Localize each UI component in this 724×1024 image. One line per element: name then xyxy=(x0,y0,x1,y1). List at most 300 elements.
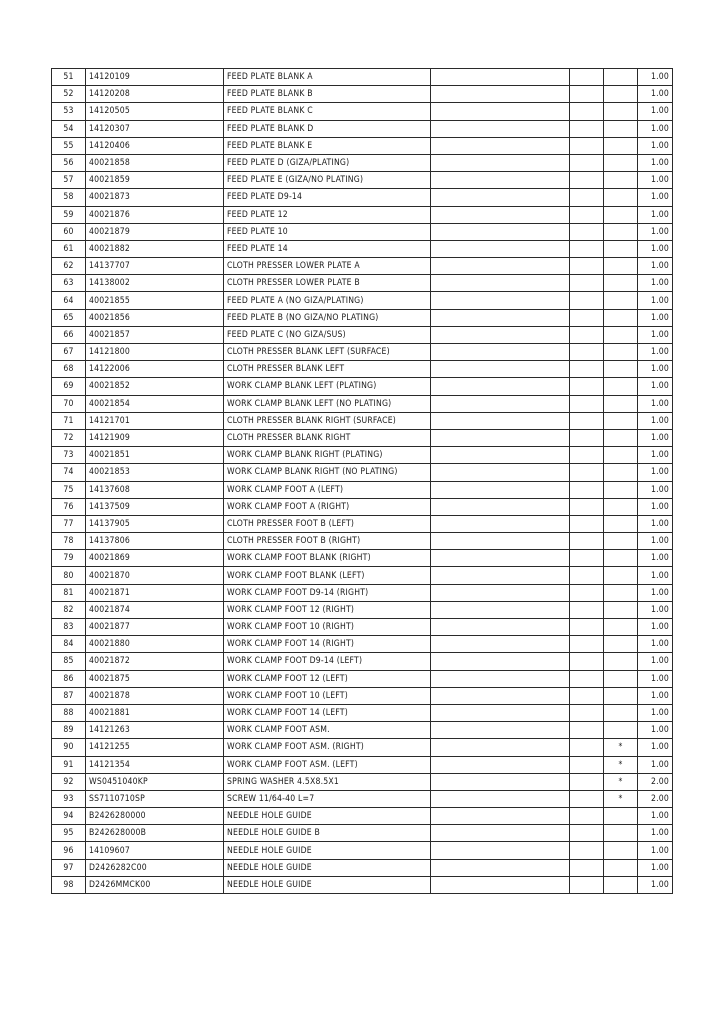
cell-remarks xyxy=(431,412,570,429)
cell-quantity: 1.00 xyxy=(638,326,673,343)
cell-quantity: 1.00 xyxy=(638,808,673,825)
cell-remarks xyxy=(431,636,570,653)
cell-ref-no: 69 xyxy=(52,378,86,395)
cell-quantity: 1.00 xyxy=(638,636,673,653)
cell-part-number: 14120208 xyxy=(86,86,224,103)
cell-part-number: 40021853 xyxy=(86,464,224,481)
cell-mark xyxy=(604,636,638,653)
cell-quantity: 1.00 xyxy=(638,567,673,584)
cell-remarks xyxy=(431,172,570,189)
cell-mark xyxy=(604,584,638,601)
cell-description: FEED PLATE BLANK B xyxy=(224,86,431,103)
cell-blank xyxy=(570,240,604,257)
cell-description: WORK CLAMP FOOT D9-14 (RIGHT) xyxy=(224,584,431,601)
cell-blank xyxy=(570,137,604,154)
cell-blank xyxy=(570,670,604,687)
cell-quantity: 1.00 xyxy=(638,447,673,464)
cell-part-number: B242628000B xyxy=(86,825,224,842)
table-row xyxy=(52,275,673,292)
cell-remarks xyxy=(431,619,570,636)
cell-quantity: 1.00 xyxy=(638,584,673,601)
cell-description: CLOTH PRESSER BLANK LEFT (SURFACE) xyxy=(224,344,431,361)
cell-description: FEED PLATE D (GIZA/PLATING) xyxy=(224,154,431,171)
cell-blank xyxy=(570,619,604,636)
cell-remarks xyxy=(431,859,570,876)
cell-ref-no: 88 xyxy=(52,704,86,721)
cell-ref-no: 64 xyxy=(52,292,86,309)
cell-part-number: 14137707 xyxy=(86,258,224,275)
cell-blank xyxy=(570,154,604,171)
cell-remarks xyxy=(431,704,570,721)
cell-remarks xyxy=(431,361,570,378)
table-row xyxy=(52,825,673,842)
cell-part-number: 14137509 xyxy=(86,498,224,515)
cell-quantity: 1.00 xyxy=(638,240,673,257)
cell-description: NEEDLE HOLE GUIDE xyxy=(224,876,431,893)
cell-blank xyxy=(570,722,604,739)
cell-quantity: 1.00 xyxy=(638,395,673,412)
cell-description: SCREW 11/64-40 L=7 xyxy=(224,790,431,807)
table-row xyxy=(52,292,673,309)
cell-ref-no: 72 xyxy=(52,429,86,446)
table-row xyxy=(52,361,673,378)
cell-part-number: 40021873 xyxy=(86,189,224,206)
cell-part-number: 40021880 xyxy=(86,636,224,653)
cell-ref-no: 58 xyxy=(52,189,86,206)
cell-blank xyxy=(570,395,604,412)
cell-part-number: D2426MMCK00 xyxy=(86,876,224,893)
table-row xyxy=(52,584,673,601)
cell-part-number: WS0451040KP xyxy=(86,773,224,790)
cell-part-number: 14109607 xyxy=(86,842,224,859)
cell-quantity: 1.00 xyxy=(638,172,673,189)
cell-blank xyxy=(570,86,604,103)
cell-mark xyxy=(604,859,638,876)
cell-ref-no: 66 xyxy=(52,326,86,343)
cell-remarks xyxy=(431,808,570,825)
cell-description: WORK CLAMP FOOT 14 (RIGHT) xyxy=(224,636,431,653)
cell-quantity: 1.00 xyxy=(638,189,673,206)
cell-part-number: 40021852 xyxy=(86,378,224,395)
cell-quantity: 1.00 xyxy=(638,86,673,103)
cell-description: CLOTH PRESSER LOWER PLATE B xyxy=(224,275,431,292)
cell-ref-no: 93 xyxy=(52,790,86,807)
cell-description: FEED PLATE E (GIZA/NO PLATING) xyxy=(224,172,431,189)
cell-remarks xyxy=(431,206,570,223)
cell-remarks xyxy=(431,464,570,481)
cell-remarks xyxy=(431,722,570,739)
cell-part-number: SS7110710SP xyxy=(86,790,224,807)
cell-ref-no: 98 xyxy=(52,876,86,893)
table-row xyxy=(52,567,673,584)
cell-mark xyxy=(604,361,638,378)
cell-part-number: 40021854 xyxy=(86,395,224,412)
cell-ref-no: 51 xyxy=(52,69,86,86)
cell-blank xyxy=(570,515,604,532)
cell-blank xyxy=(570,584,604,601)
cell-quantity: 1.00 xyxy=(638,687,673,704)
cell-part-number: 14120406 xyxy=(86,137,224,154)
cell-mark xyxy=(604,172,638,189)
parts-table xyxy=(51,68,673,894)
table-row xyxy=(52,601,673,618)
cell-description: CLOTH PRESSER FOOT B (LEFT) xyxy=(224,515,431,532)
cell-description: WORK CLAMP BLANK RIGHT (PLATING) xyxy=(224,447,431,464)
cell-blank xyxy=(570,704,604,721)
cell-quantity: 1.00 xyxy=(638,69,673,86)
cell-quantity: 1.00 xyxy=(638,619,673,636)
cell-part-number: 40021872 xyxy=(86,653,224,670)
cell-part-number: 14138002 xyxy=(86,275,224,292)
table-row xyxy=(52,69,673,86)
cell-remarks xyxy=(431,533,570,550)
cell-mark xyxy=(604,704,638,721)
cell-quantity: 1.00 xyxy=(638,275,673,292)
table-row xyxy=(52,154,673,171)
cell-quantity: 1.00 xyxy=(638,137,673,154)
cell-mark xyxy=(604,808,638,825)
parts-table-body xyxy=(52,69,673,894)
cell-quantity: 1.00 xyxy=(638,533,673,550)
cell-mark xyxy=(604,137,638,154)
cell-description: WORK CLAMP FOOT A (RIGHT) xyxy=(224,498,431,515)
cell-blank xyxy=(570,378,604,395)
cell-ref-no: 84 xyxy=(52,636,86,653)
cell-quantity: 1.00 xyxy=(638,344,673,361)
table-row xyxy=(52,687,673,704)
cell-mark xyxy=(604,601,638,618)
table-row xyxy=(52,309,673,326)
cell-mark xyxy=(604,378,638,395)
cell-ref-no: 95 xyxy=(52,825,86,842)
cell-remarks xyxy=(431,550,570,567)
cell-part-number: 40021877 xyxy=(86,619,224,636)
cell-ref-no: 68 xyxy=(52,361,86,378)
cell-part-number: 14137905 xyxy=(86,515,224,532)
cell-quantity: 1.00 xyxy=(638,309,673,326)
cell-ref-no: 76 xyxy=(52,498,86,515)
cell-blank xyxy=(570,172,604,189)
cell-mark xyxy=(604,240,638,257)
cell-part-number: 14120505 xyxy=(86,103,224,120)
cell-blank xyxy=(570,69,604,86)
cell-description: CLOTH PRESSER LOWER PLATE A xyxy=(224,258,431,275)
cell-blank xyxy=(570,429,604,446)
parts-list-sheet xyxy=(51,68,672,894)
cell-ref-no: 75 xyxy=(52,481,86,498)
table-row xyxy=(52,550,673,567)
cell-description: FEED PLATE 14 xyxy=(224,240,431,257)
cell-quantity: 1.00 xyxy=(638,498,673,515)
cell-mark xyxy=(604,275,638,292)
cell-ref-no: 53 xyxy=(52,103,86,120)
cell-blank xyxy=(570,361,604,378)
table-row xyxy=(52,773,673,790)
cell-part-number: 14122006 xyxy=(86,361,224,378)
cell-remarks xyxy=(431,687,570,704)
table-row xyxy=(52,223,673,240)
cell-part-number: 14137608 xyxy=(86,481,224,498)
cell-quantity: 1.00 xyxy=(638,378,673,395)
cell-ref-no: 79 xyxy=(52,550,86,567)
cell-blank xyxy=(570,412,604,429)
cell-part-number: 14121255 xyxy=(86,739,224,756)
table-row xyxy=(52,172,673,189)
table-row xyxy=(52,429,673,446)
cell-part-number: 40021857 xyxy=(86,326,224,343)
cell-part-number: 14137806 xyxy=(86,533,224,550)
cell-blank xyxy=(570,790,604,807)
cell-blank xyxy=(570,550,604,567)
cell-remarks xyxy=(431,292,570,309)
cell-quantity: 1.00 xyxy=(638,825,673,842)
cell-blank xyxy=(570,601,604,618)
table-row xyxy=(52,876,673,893)
table-row xyxy=(52,704,673,721)
cell-description: WORK CLAMP FOOT BLANK (LEFT) xyxy=(224,567,431,584)
cell-quantity: 2.00 xyxy=(638,790,673,807)
cell-blank xyxy=(570,206,604,223)
cell-part-number: 40021879 xyxy=(86,223,224,240)
cell-mark xyxy=(604,429,638,446)
cell-ref-no: 86 xyxy=(52,670,86,687)
cell-remarks xyxy=(431,344,570,361)
table-row xyxy=(52,619,673,636)
cell-description: FEED PLATE A (NO GIZA/PLATING) xyxy=(224,292,431,309)
table-row xyxy=(52,378,673,395)
cell-description: FEED PLATE C (NO GIZA/SUS) xyxy=(224,326,431,343)
cell-blank xyxy=(570,189,604,206)
cell-description: WORK CLAMP FOOT 10 (RIGHT) xyxy=(224,619,431,636)
cell-ref-no: 62 xyxy=(52,258,86,275)
cell-ref-no: 94 xyxy=(52,808,86,825)
cell-quantity: 1.00 xyxy=(638,154,673,171)
cell-mark xyxy=(604,206,638,223)
cell-mark xyxy=(604,120,638,137)
cell-remarks xyxy=(431,825,570,842)
cell-description: WORK CLAMP FOOT D9-14 (LEFT) xyxy=(224,653,431,670)
cell-quantity: 1.00 xyxy=(638,670,673,687)
cell-ref-no: 96 xyxy=(52,842,86,859)
cell-remarks xyxy=(431,515,570,532)
cell-remarks xyxy=(431,120,570,137)
cell-remarks xyxy=(431,481,570,498)
cell-ref-no: 82 xyxy=(52,601,86,618)
cell-part-number: B2426280000 xyxy=(86,808,224,825)
table-row xyxy=(52,206,673,223)
table-row xyxy=(52,808,673,825)
cell-ref-no: 61 xyxy=(52,240,86,257)
cell-mark xyxy=(604,447,638,464)
cell-quantity: 1.00 xyxy=(638,103,673,120)
cell-quantity: 1.00 xyxy=(638,258,673,275)
cell-remarks xyxy=(431,498,570,515)
table-row xyxy=(52,842,673,859)
table-row xyxy=(52,326,673,343)
cell-ref-no: 59 xyxy=(52,206,86,223)
cell-ref-no: 85 xyxy=(52,653,86,670)
cell-mark xyxy=(604,670,638,687)
cell-blank xyxy=(570,344,604,361)
cell-blank xyxy=(570,842,604,859)
cell-ref-no: 90 xyxy=(52,739,86,756)
cell-part-number: 40021858 xyxy=(86,154,224,171)
cell-ref-no: 71 xyxy=(52,412,86,429)
cell-quantity: 1.00 xyxy=(638,292,673,309)
cell-mark xyxy=(604,653,638,670)
cell-part-number: 40021859 xyxy=(86,172,224,189)
table-row xyxy=(52,756,673,773)
cell-part-number: 40021869 xyxy=(86,550,224,567)
cell-part-number: 14121800 xyxy=(86,344,224,361)
cell-blank xyxy=(570,825,604,842)
cell-ref-no: 60 xyxy=(52,223,86,240)
cell-mark xyxy=(604,876,638,893)
cell-quantity: 1.00 xyxy=(638,739,673,756)
cell-description: WORK CLAMP FOOT BLANK (RIGHT) xyxy=(224,550,431,567)
cell-quantity: 1.00 xyxy=(638,876,673,893)
cell-remarks xyxy=(431,876,570,893)
cell-description: WORK CLAMP BLANK RIGHT (NO PLATING) xyxy=(224,464,431,481)
cell-ref-no: 78 xyxy=(52,533,86,550)
cell-mark xyxy=(604,842,638,859)
cell-quantity: 1.00 xyxy=(638,464,673,481)
cell-quantity: 1.00 xyxy=(638,756,673,773)
cell-part-number: 14120307 xyxy=(86,120,224,137)
cell-mark xyxy=(604,69,638,86)
cell-ref-no: 67 xyxy=(52,344,86,361)
cell-remarks xyxy=(431,240,570,257)
cell-description: NEEDLE HOLE GUIDE xyxy=(224,842,431,859)
cell-mark xyxy=(604,86,638,103)
cell-description: FEED PLATE BLANK E xyxy=(224,137,431,154)
cell-mark xyxy=(604,464,638,481)
cell-remarks xyxy=(431,137,570,154)
cell-blank xyxy=(570,808,604,825)
cell-remarks xyxy=(431,154,570,171)
cell-remarks xyxy=(431,309,570,326)
cell-ref-no: 83 xyxy=(52,619,86,636)
cell-quantity: 1.00 xyxy=(638,722,673,739)
cell-part-number: 40021851 xyxy=(86,447,224,464)
cell-blank xyxy=(570,756,604,773)
cell-description: FEED PLATE 12 xyxy=(224,206,431,223)
cell-ref-no: 73 xyxy=(52,447,86,464)
cell-blank xyxy=(570,447,604,464)
cell-quantity: 1.00 xyxy=(638,206,673,223)
cell-remarks xyxy=(431,429,570,446)
cell-ref-no: 52 xyxy=(52,86,86,103)
cell-part-number: D2426282C00 xyxy=(86,859,224,876)
cell-blank xyxy=(570,481,604,498)
cell-description: FEED PLATE BLANK A xyxy=(224,69,431,86)
cell-ref-no: 74 xyxy=(52,464,86,481)
cell-description: WORK CLAMP FOOT 14 (LEFT) xyxy=(224,704,431,721)
cell-mark xyxy=(604,550,638,567)
cell-mark: * xyxy=(604,756,638,773)
cell-remarks xyxy=(431,395,570,412)
cell-description: WORK CLAMP BLANK LEFT (PLATING) xyxy=(224,378,431,395)
cell-part-number: 40021874 xyxy=(86,601,224,618)
cell-blank xyxy=(570,258,604,275)
table-row xyxy=(52,120,673,137)
cell-blank xyxy=(570,498,604,515)
cell-mark xyxy=(604,619,638,636)
table-row xyxy=(52,103,673,120)
cell-part-number: 40021870 xyxy=(86,567,224,584)
cell-mark xyxy=(604,395,638,412)
cell-part-number: 40021878 xyxy=(86,687,224,704)
cell-description: NEEDLE HOLE GUIDE B xyxy=(224,825,431,842)
cell-ref-no: 80 xyxy=(52,567,86,584)
cell-quantity: 1.00 xyxy=(638,429,673,446)
table-row xyxy=(52,464,673,481)
table-row xyxy=(52,395,673,412)
cell-mark xyxy=(604,515,638,532)
cell-blank xyxy=(570,533,604,550)
cell-mark: * xyxy=(604,790,638,807)
cell-ref-no: 54 xyxy=(52,120,86,137)
cell-mark xyxy=(604,825,638,842)
cell-description: CLOTH PRESSER BLANK LEFT xyxy=(224,361,431,378)
cell-part-number: 40021856 xyxy=(86,309,224,326)
cell-remarks xyxy=(431,584,570,601)
cell-ref-no: 70 xyxy=(52,395,86,412)
table-row xyxy=(52,670,673,687)
cell-part-number: 14121701 xyxy=(86,412,224,429)
cell-part-number: 40021876 xyxy=(86,206,224,223)
cell-mark xyxy=(604,223,638,240)
table-row xyxy=(52,258,673,275)
cell-part-number: 40021882 xyxy=(86,240,224,257)
cell-quantity: 1.00 xyxy=(638,842,673,859)
cell-blank xyxy=(570,326,604,343)
cell-mark xyxy=(604,292,638,309)
cell-quantity: 1.00 xyxy=(638,361,673,378)
cell-mark xyxy=(604,687,638,704)
cell-ref-no: 97 xyxy=(52,859,86,876)
cell-ref-no: 89 xyxy=(52,722,86,739)
cell-remarks xyxy=(431,86,570,103)
cell-mark xyxy=(604,412,638,429)
table-row xyxy=(52,86,673,103)
cell-part-number: 40021881 xyxy=(86,704,224,721)
cell-part-number: 14121909 xyxy=(86,429,224,446)
cell-blank xyxy=(570,687,604,704)
cell-mark xyxy=(604,481,638,498)
cell-mark xyxy=(604,189,638,206)
cell-remarks xyxy=(431,773,570,790)
cell-blank xyxy=(570,739,604,756)
cell-blank xyxy=(570,653,604,670)
cell-ref-no: 87 xyxy=(52,687,86,704)
cell-description: NEEDLE HOLE GUIDE xyxy=(224,859,431,876)
cell-remarks xyxy=(431,567,570,584)
cell-part-number: 14120109 xyxy=(86,69,224,86)
cell-mark xyxy=(604,533,638,550)
cell-remarks xyxy=(431,653,570,670)
cell-remarks xyxy=(431,756,570,773)
cell-remarks xyxy=(431,258,570,275)
cell-description: CLOTH PRESSER FOOT B (RIGHT) xyxy=(224,533,431,550)
cell-blank xyxy=(570,223,604,240)
cell-description: WORK CLAMP FOOT 12 (LEFT) xyxy=(224,670,431,687)
cell-remarks xyxy=(431,790,570,807)
cell-remarks xyxy=(431,223,570,240)
table-row xyxy=(52,859,673,876)
cell-blank xyxy=(570,275,604,292)
cell-ref-no: 56 xyxy=(52,154,86,171)
